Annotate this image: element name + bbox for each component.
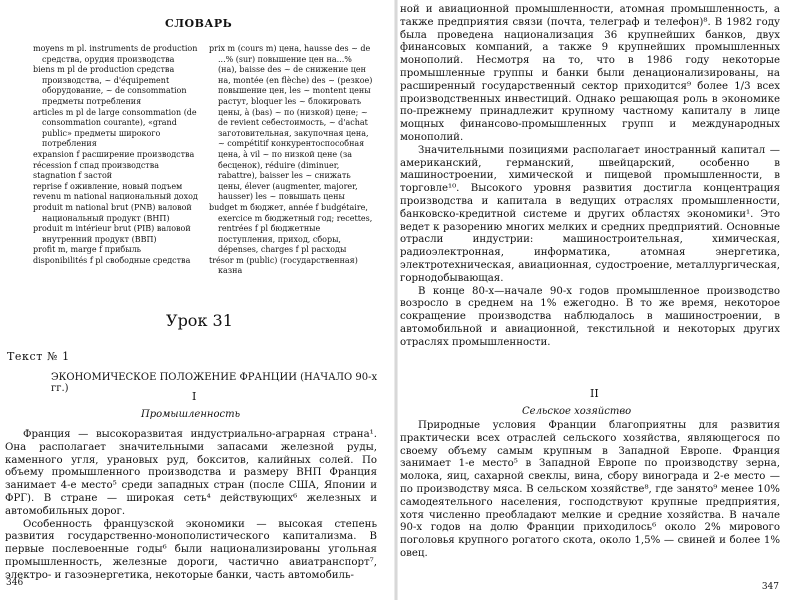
dictionary-entry: récession f спад производства [33,160,159,170]
dictionary-entry: prix m (cours m) цена, hausse des ~ de ...% (sur) повышение цен на...% (на), baisse des ~ de снижение цен на, montée (en flèche) des ~ (резкое) повышение цен, les ~ montent цены растут, bloquer les ~ блокировать цены, à (bas) ~ по (низкой) цене; ~ de revient себестоимость, ~ d'achat заготовительная, закупочная цена, ~ compétitif конкурентоспособная цена, à vil ~ по низкой цене (за бесценок), réduire (diminuer, rabattre), baisser les ~ снижать цены, élever (augmenter, majorer, hausser) les ~ повышать цены [209,44,373,202]
dictionary-entry: profit m, marge f прибыль [33,245,142,255]
body-text [400,420,780,561]
body-text [400,4,780,350]
dictionary-title: СЛОВАРЬ [165,17,233,30]
paragraph: В конце 80-х—начале 90-х годов промышленное производство возросло в среднем на 1% ежегодно. В то же время, некоторое сокращение производства наблюдалось в машиностроении, в автомобильной и авиационной, текстильной и некоторых других отраслях промышленности. [400,285,780,348]
right-page [396,0,793,600]
dictionary-entry: produit m intérieur brut (PIB) валовой внутренний продукт (ВВП) [33,224,191,244]
body-text [5,429,377,583]
paragraph: ной и авиационной промышленности, атомная промышленность, а также предприятия связи (почта, телеграф и телефон)⁸. В 1982 году была проведена национализация 36 крупнейших банков, двух финансовых компаний, а также 9 крупнейших промышленных монополий. Несмотря на то, что в 1986 году некоторые промышленные группы и банки были денационализированы, на расширенный государственный сектор приходится⁹ более 1/3 всех производственных инвестиций. Однако решающая роль в экономике по-прежнему принадлежит крупному частному капиталу в лице мощных финансово-промышленных групп и международных монополий. [400,4,780,143]
left-page [0,0,396,600]
dictionary-entry: reprise f оживление, новый подъем [33,181,183,191]
paragraph: Природные условия Франции благоприятны для развития практически всех отраслей сельского хозяйства, являющегося по своему объему самым крупным в Западной Европе. Франция занимает 1-е место⁵ в Западной Европе по производству зерна, молока, яиц, сахарной свеклы, вина, сбору винограда и 2-е место — по производству мяса. В сельском хозяйстве⁸, где занято⁹ менее 10% самодеятельного населения, господствуют крупные предприятия, хотя численно преобладают мелкие и средние хозяйства. В начале 90-х годов на долю Франции приходилось⁶ около 2% мирового поголовья крупного рогатого скота, около 1,5% — свиней и более 1% овец. [400,420,780,559]
paragraph: Особенность французской экономики — высокая степень развития государственно-монополистического капитализма. В первые послевоенные годы⁶ были национализированы угольная промышленность, железные дороги, частично авиатранспорт⁷, электро- и газоэнергетика, некоторые банки, часть автомобиль- [5,518,377,581]
dictionary-column-2 [209,44,373,277]
dictionary-entry: biens m pl de production средства производства, ~ d'équipement оборудование, ~ de consommation предметы потребления [33,65,187,106]
lesson-title: Урок 31 [166,311,233,330]
dictionary-entry: budget m бюджет, année f budgétaire, exercice m бюджетный год; recettes, rentrées f pl бюджетные поступления, приход, сборы, dépenses, charges f pl расходы [209,202,373,255]
section-title: Сельское хозяйство [522,406,632,417]
dictionary-entry: revenu m national национальный доход [33,192,198,202]
dictionary-entry: trésor m (public) (государственная) казна [209,255,358,276]
dictionary-entry: produit m national brut (PNB) валовой национальный продукт (ВНП) [33,202,192,223]
dictionary-column-1 [33,44,205,266]
paragraph: Значительными позициями располагает иностранный капитал — американский, германский, швейцарский, особенно в машиностроении, химической и пищевой промышленности, в торговле¹⁰. Высокого уровня развития достигла концентрация производства и капитала в ведущих отраслях промышленности, банковско-кредитной системе и других областях экономики¹. Это ведет к разорению многих мелких и средних предприятий. Основные отрасли индустрии: машиностроительная, химическая, радиоэлектронная, информатика, атомная энергетика, электротехническая, авиационная, судостроение, металлургическая, горнодобывающая. [400,144,780,284]
section-title: Промышленность [141,409,241,420]
section-numeral: I [192,390,197,403]
dictionary-entry: stagnation f застой [33,171,113,181]
text-title: ЭКОНОМИЧЕСКОЕ ПОЛОЖЕНИЕ ФРАНЦИИ (НАЧАЛО 90-х гг.) [51,372,378,394]
dictionary-entry: articles m pl de large consommation (de consommation courante), «grand public» предметы широкого потребления [33,107,197,149]
page-number: 347 [761,582,779,592]
dictionary-entry: moyens m pl. instruments de production средства, орудия производства [33,44,198,64]
paragraph: Франция — высокоразвитая индустриально-аграрная страна¹. Она располагает значительными запасами железной руды, каменного угля, урановых руд, бокситов, калийных солей. По объему промышленного производства и размеру ВНП Франция занимает 4-е место⁵ среди западных стран (после США, Японии и ФРГ). В стране — широкая сеть⁴ действующих⁶ железных и автомобильных дорог. [5,429,377,517]
section-numeral: II [590,387,599,400]
page-number: 346 [6,578,24,588]
text-number: Текст № 1 [7,350,70,363]
dictionary-entry: disponibilités f pl свободные средства [33,255,191,265]
dictionary-entry: expansion f расширение производства [33,149,195,159]
